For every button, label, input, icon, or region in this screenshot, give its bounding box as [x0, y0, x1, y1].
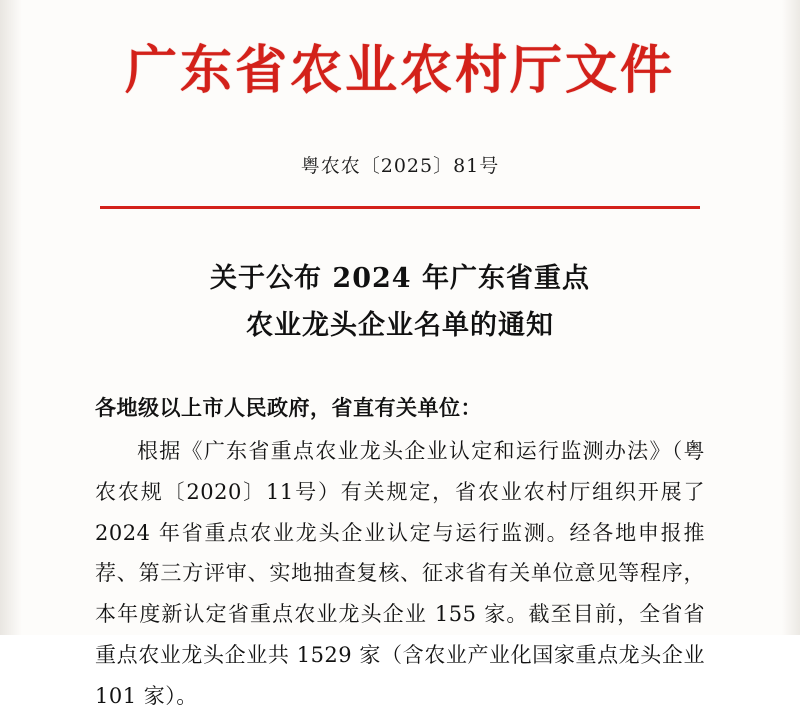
document-subject — [120, 255, 680, 350]
subject-line-2: 农业龙头企业名单的通知 — [246, 310, 554, 342]
document-body — [95, 388, 705, 717]
document-issuer-title: 广东省农业农村厅文件 — [124, 40, 675, 101]
salutation: 各地级以上市人民政府，省直有关单位： — [95, 394, 482, 420]
body-paragraph-1: 根据《广东省重点农业龙头企业认定和运行监测办法》（粤农农规〔2020〕11号）有关规定，省农业农村厅组织开展了 2024 年省重点农业龙头企业认定与运行监测。经各地申报推荐、第三方评审、实地抽查复核、征求省有关单位意见等程序，本年度新认定省重点农业龙头企业 155 家。截至目前，全省省重点农业龙头企业共 1529 家（含农业产业化国家重点龙头企业 101 家）。 — [95, 438, 705, 709]
document-number: 粤农农〔2025〕81号 — [300, 155, 500, 178]
subject-line-1: 关于公布 2024 年广东省重点 — [210, 263, 590, 295]
red-divider-rule — [100, 206, 700, 209]
